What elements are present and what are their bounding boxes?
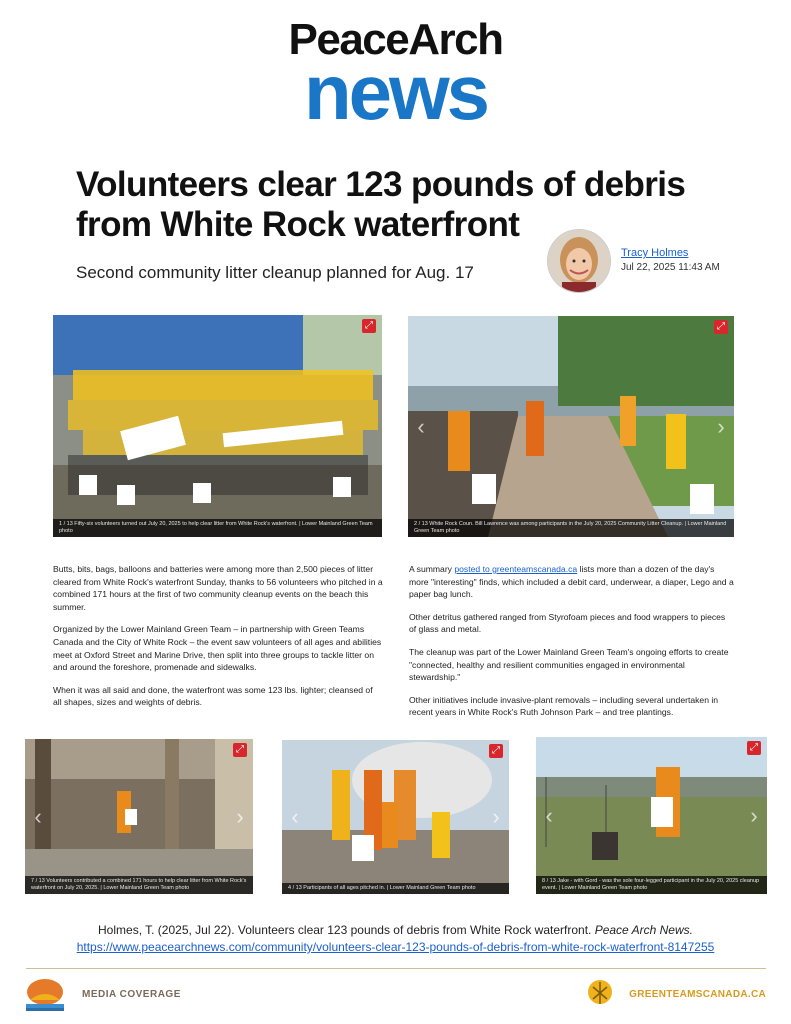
article-body-right [409,563,734,729]
photo-bill-lawrence[interactable] [408,316,734,537]
photo-dog-participant[interactable] [536,737,767,894]
greenteams-link[interactable]: posted to greenteamscanada.ca [454,564,578,574]
article-headline: Volunteers clear 123 pounds of debris from White Rock waterfront [76,165,686,244]
chevron-left-icon[interactable]: ‹ [34,803,42,829]
paragraph [409,563,734,601]
text: lists more than a dozen of the day's more "interesting" finds, which included a debit card, underwear, a diaper, Lego and a paper bag lunch. [409,564,734,600]
expand-icon[interactable]: ⤢ [489,744,503,758]
expand-icon[interactable]: ⤢ [362,319,376,333]
author-link[interactable]: Tracy Holmes [621,247,689,259]
paragraph: The cleanup was part of the Lower Mainland Green Team's ongoing efforts to create "connected, healthy and resilient communities engaged in environmental stewardship." [409,646,729,683]
chevron-left-icon[interactable]: ‹ [291,804,299,829]
photo-caption: 8 / 13 Jake - with Gord - was the sole four-legged participant in the July 20, 2025 cleanup event. | Lower Mainland Green Team photo [536,876,767,894]
chevron-right-icon[interactable]: › [236,803,244,829]
expand-icon[interactable]: ⤢ [747,741,761,755]
expand-icon[interactable]: ⤢ [233,743,247,757]
citation-text: Holmes, T. (2025, Jul 22). Volunteers clear 123 pounds of debris from White Rock waterfront. [98,923,595,937]
masthead-logo[interactable] [0,15,791,136]
paragraph: Other detritus gathered ranged from Styrofoam pieces and food wrappers to pieces of glass and metal. [409,611,726,635]
paragraph: Butts, bits, bags, balloons and batteries were among more than 2,500 pieces of litter cleared from White Rock's waterfront Sunday, thanks to 56 volunteers who pitched in a combined 171 hours at the first of two community cleanup events on the beach this summer. [53,564,383,612]
text: A summary [409,564,455,574]
photo-group-volunteers[interactable] [53,315,382,537]
paragraph: Organized by the Lower Mainland Green Team – in partnership with Green Teams Canada and the City of White Rock – the event saw volunteers of all ages and abilities meet at Oxford Street and Marine Drive, then split into three groups to tackle litter on and around the foreshore, promenade and sidewalks. [53,624,382,673]
photo-participants-all-ages[interactable] [282,740,509,894]
citation-url-link[interactable]: https://www.peacearchnews.com/community/volunteers-clear-123-pounds-of-debris-from-white-rock-waterfront-8147255 [76,940,715,954]
expand-icon[interactable]: ⤢ [714,320,728,334]
paragraph: Other initiatives include invasive-plant removals – including several undertaken in recent years in White Rock's Ruth Johnson Park – and tree plantings. [409,694,719,718]
photo-caption: 4 / 13 Participants of all ages pitched in. | Lower Mainland Green Team photo [282,883,509,894]
green-teams-canada-logo [585,978,615,1013]
author-avatar[interactable] [547,229,611,293]
article-subhead: Second community litter cleanup planned for Aug. 17 [76,263,474,282]
chevron-left-icon[interactable]: ‹ [417,413,425,439]
photo-caption: 2 / 13 White Rock Coun. Bill Lawrence was among participants in the July 20, 2025 Community Litter Cleanup. | Lower Mainland Green Team photo [408,519,734,537]
chevron-right-icon[interactable]: › [750,802,758,828]
chevron-right-icon[interactable]: › [717,413,725,439]
article-body-left [53,563,383,719]
chevron-left-icon[interactable]: ‹ [545,802,553,828]
masthead-line1: PeaceArch [288,15,503,64]
media-coverage-logo [22,978,68,1010]
chevron-right-icon[interactable]: › [492,804,500,829]
photo-caption: 1 / 13 Fifty-six volunteers turned out July 20, 2025 to help clear litter from White Rock's waterfront. | Lower Mainland Green Team photo [53,519,382,537]
footer-divider [26,968,766,969]
photo-caption: 7 / 13 Volunteers contributed a combined 171 hours to help clear litter from White Rock's waterfront on July 20, 2025. | Lower Mainland Green Team photo [25,876,253,894]
paragraph: When it was all said and done, the waterfront was some 123 lbs. lighter; cleansed of all shapes, sizes and weights of debris. [53,684,373,708]
photo-under-pier[interactable] [25,739,253,894]
masthead-line2: news [303,48,488,136]
media-coverage-label: MEDIA COVERAGE [82,989,181,1000]
publish-date: Jul 22, 2025 11:43 AM [621,262,720,273]
citation [0,922,791,956]
green-teams-canada-label[interactable]: GREENTEAMSCANADA.CA [629,989,766,1000]
citation-source: Peace Arch News. [594,923,693,937]
